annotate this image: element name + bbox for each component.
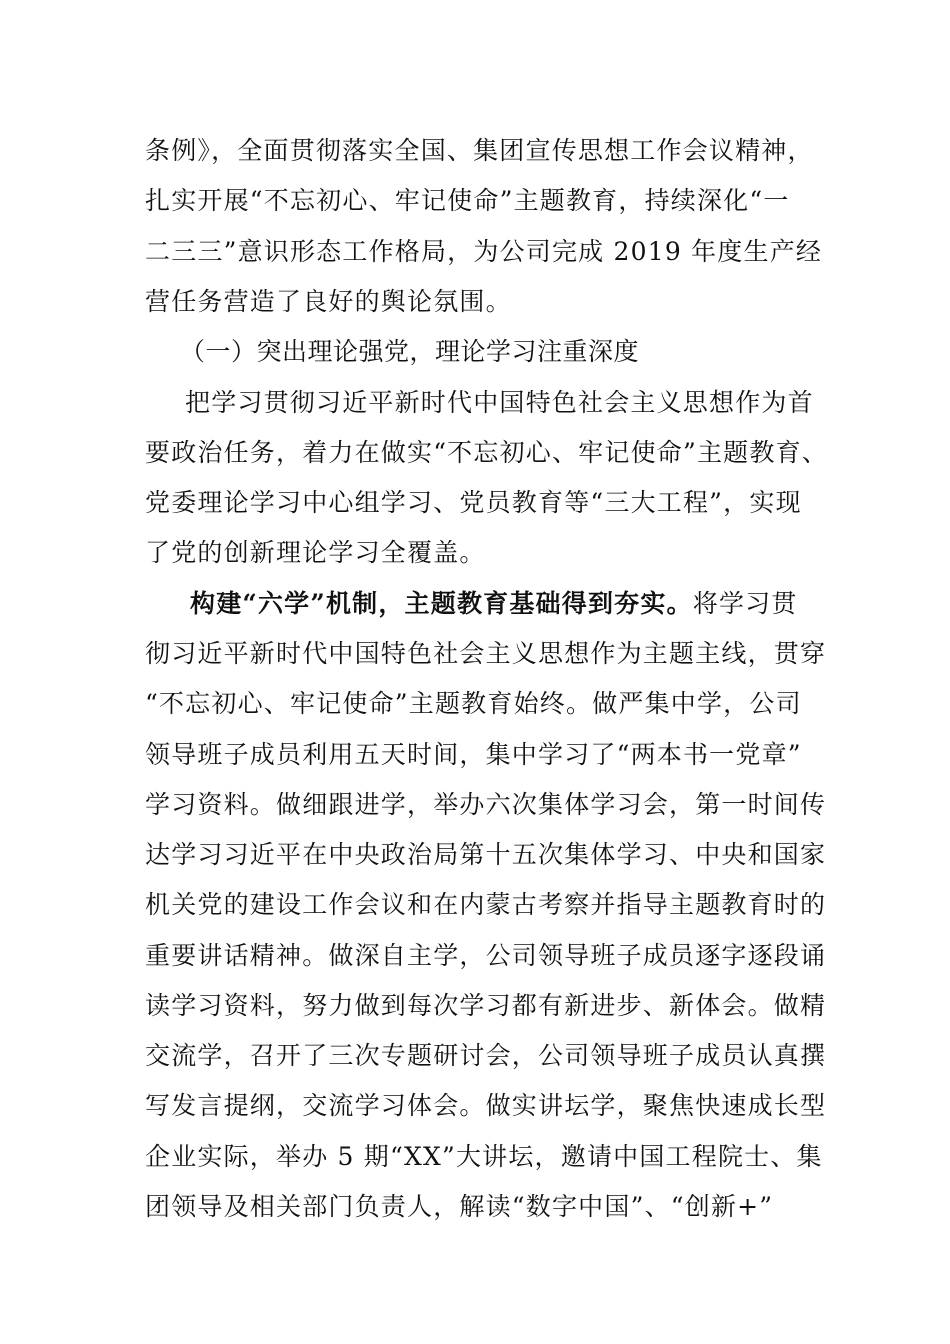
text-line: 党委理论学习中心组学习、党员教育等“三大工程”，实现 <box>145 488 802 517</box>
text-line: 交流学，召开了三次专题研讨会，公司领导班子成员认真撰 <box>145 1041 827 1070</box>
text-line: 彻习近平新时代中国特色社会主义思想作为主题主线，贯穿 <box>145 639 827 668</box>
lead-line-rest: 将学习贯 <box>692 589 798 618</box>
text-line: 机关党的建设工作会议和在内蒙古考察并指导主题教育时的 <box>145 890 827 919</box>
text-line: 要政治任务，着力在做实“不忘初心、牢记使命”主题教育、 <box>145 438 828 467</box>
bold-lead-text: 构建“六学”机制，主题教育基础得到夯实。 <box>190 589 693 618</box>
text-line: 团领导及相关部门负责人，解读“数字中国”、“创新+” <box>145 1192 774 1221</box>
text-line: 企业实际，举办 5 期“XX”大讲坛，邀请中国工程院士、集 <box>145 1142 823 1171</box>
text-line: 领导班子成员利用五天时间，集中学习了“两本书一党章” <box>145 740 802 769</box>
text-line: 重要讲话精神。做深自主学，公司领导班子成员逐字逐段诵 <box>145 941 827 970</box>
text-line: 扎实开展“不忘初心、牢记使命”主题教育，持续深化“一 <box>145 186 790 215</box>
text-line: 写发言提纲，交流学习体会。做实讲坛学，聚焦快速成长型 <box>145 1091 827 1120</box>
text-line: “不忘初心、牢记使命”主题教育始终。做严集中学，公司 <box>145 689 802 718</box>
text-line: 了党的创新理论学习全覆盖。 <box>145 538 486 567</box>
text-line: 学习资料。做细跟进学，举办六次集体学习会，第一时间传 <box>145 790 827 819</box>
text-line: 把学习贯彻习近平新时代中国特色社会主义思想作为首 <box>185 388 814 417</box>
text-line: 条例》，全面贯彻落实全国、集团宣传思想工作会议精神， <box>145 136 814 165</box>
section-heading: （一）突出理论强党，理论学习注重深度 <box>180 337 640 366</box>
text-line: 达学习习近平在中央政治局第十五次集体学习、中央和国家 <box>145 840 827 869</box>
text-line: 读学习资料，努力做到每次学习都有新进步、新体会。做精 <box>145 991 827 1020</box>
paragraph-lead-line <box>190 588 870 620</box>
text-line: 营任务营造了良好的舆论氛围。 <box>145 287 512 316</box>
text-line: 二三三”意识形态工作格局，为公司完成 2019 年度生产经 <box>145 237 823 266</box>
